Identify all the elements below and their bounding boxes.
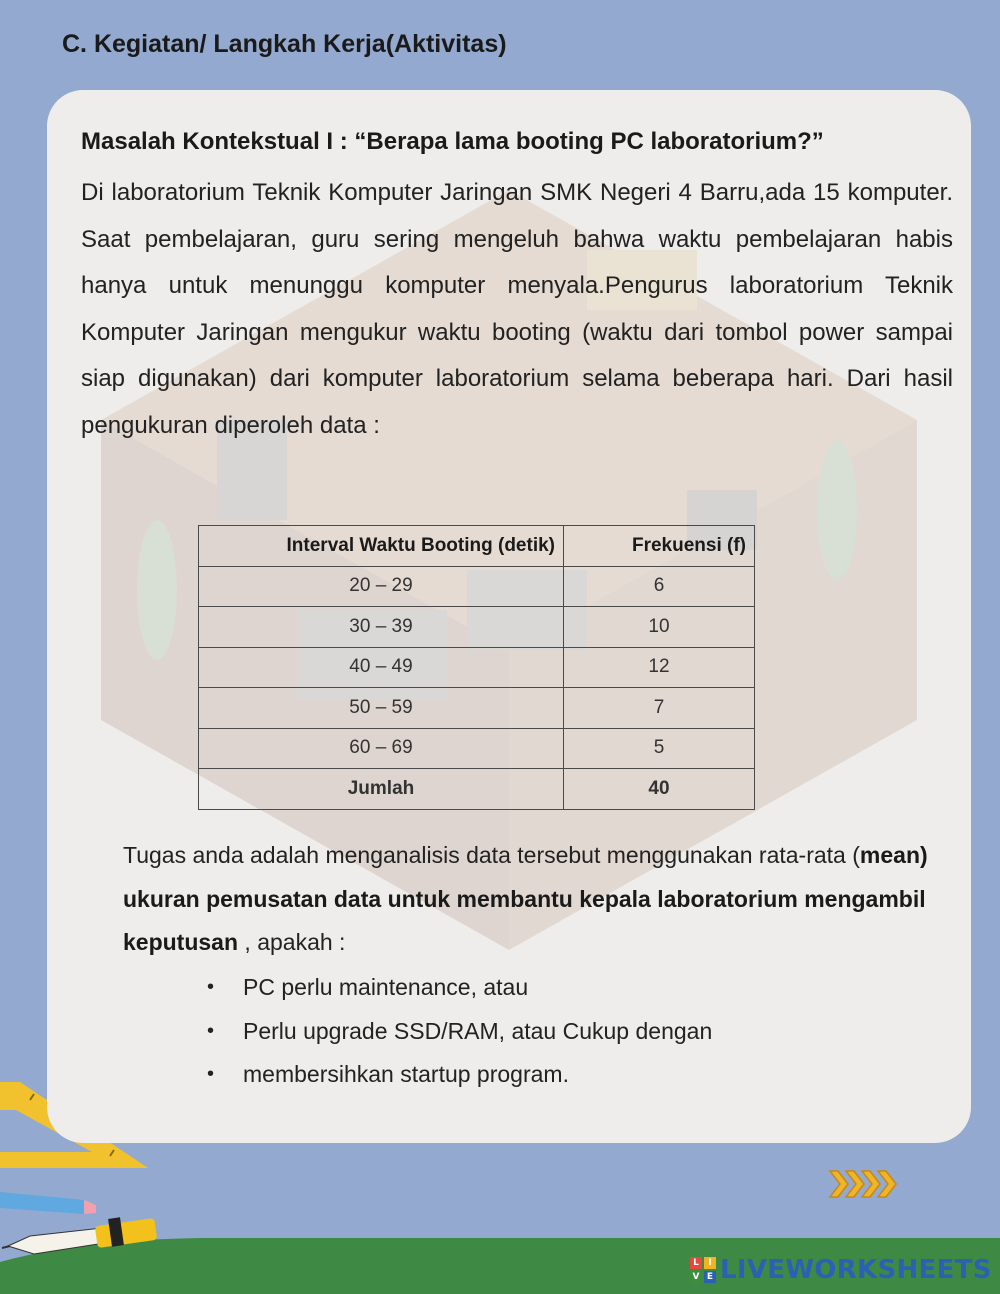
frequency-cell: 6 <box>564 566 755 607</box>
problem-description: Di laboratorium Teknik Komputer Jaringan SMK Negeri 4 Barru,ada 15 komputer. Saat pembelajaran, guru sering mengeluh bahwa waktu pembelajaran habis hanya untuk menunggu komputer menyala.Pengurus laboratorium Teknik Komputer Jaringan mengukur waktu booting (waktu dari tombol power sampai siap digunakan) dari komputer laboratorium selama beberapa hari. Dari hasil pengukuran diperoleh data : <box>81 179 953 439</box>
interval-cell: 60 – 69 <box>199 728 564 769</box>
content-card <box>47 90 971 1143</box>
total-value: 40 <box>564 769 755 810</box>
logo-letter: L <box>690 1257 702 1269</box>
total-label: Jumlah <box>199 769 564 810</box>
frequency-cell: 12 <box>564 647 755 688</box>
logo-letter: E <box>704 1271 716 1283</box>
table-header-row <box>199 526 755 567</box>
interval-cell: 20 – 29 <box>199 566 564 607</box>
table-row <box>199 728 755 769</box>
bullet-icon: • <box>207 1063 215 1085</box>
frequency-cell: 5 <box>564 728 755 769</box>
options-list <box>207 966 712 1097</box>
blue-pencil-icon <box>0 1192 96 1214</box>
section-title: C. Kegiatan/ Langkah Kerja(Aktivitas) <box>62 30 507 58</box>
frequency-table <box>198 525 755 810</box>
task-instructions <box>123 834 953 965</box>
header-interval: Interval Waktu Booting (detik) <box>199 526 564 567</box>
logo-text: LIVEWORKSHEETS <box>720 1255 992 1285</box>
list-item-text: PC perlu maintenance, atau <box>243 974 529 1000</box>
task-tail: , apakah : <box>238 929 346 955</box>
logo-letter: I <box>704 1257 716 1269</box>
next-page-arrows-icon[interactable] <box>828 1167 898 1201</box>
list-item-text: Perlu upgrade SSD/RAM, atau Cukup dengan <box>243 1017 713 1044</box>
logo-grid-icon <box>690 1257 716 1283</box>
table-row <box>199 688 755 729</box>
interval-cell: 40 – 49 <box>199 647 564 688</box>
interval-cell: 30 – 39 <box>199 607 564 648</box>
liveworksheets-logo <box>690 1252 992 1288</box>
table-row <box>199 647 755 688</box>
list-item <box>207 966 712 1010</box>
table-row <box>199 607 755 648</box>
logo-letter: V <box>690 1271 702 1283</box>
bullet-icon: • <box>207 1019 215 1042</box>
task-emphasis: mean) ukuran pemusatan data untuk membantu kepala laboratorium mengambil keputusan <box>123 842 928 955</box>
frequency-cell: 10 <box>564 607 755 648</box>
list-item <box>207 1053 712 1097</box>
problem-title: Masalah Kontekstual I : “Berapa lama booting PC laboratorium?” <box>81 128 824 155</box>
table-row <box>199 566 755 607</box>
bullet-icon: • <box>207 976 215 998</box>
list-item <box>207 1010 712 1054</box>
task-intro: Tugas anda adalah menganalisis data tersebut menggunakan rata-rata ( <box>123 842 860 868</box>
header-frequency: Frekuensi (f) <box>564 526 755 567</box>
frequency-cell: 7 <box>564 688 755 729</box>
list-item-text: membersihkan startup program. <box>243 1061 569 1087</box>
interval-cell: 50 – 59 <box>199 688 564 729</box>
table-total-row <box>199 769 755 810</box>
